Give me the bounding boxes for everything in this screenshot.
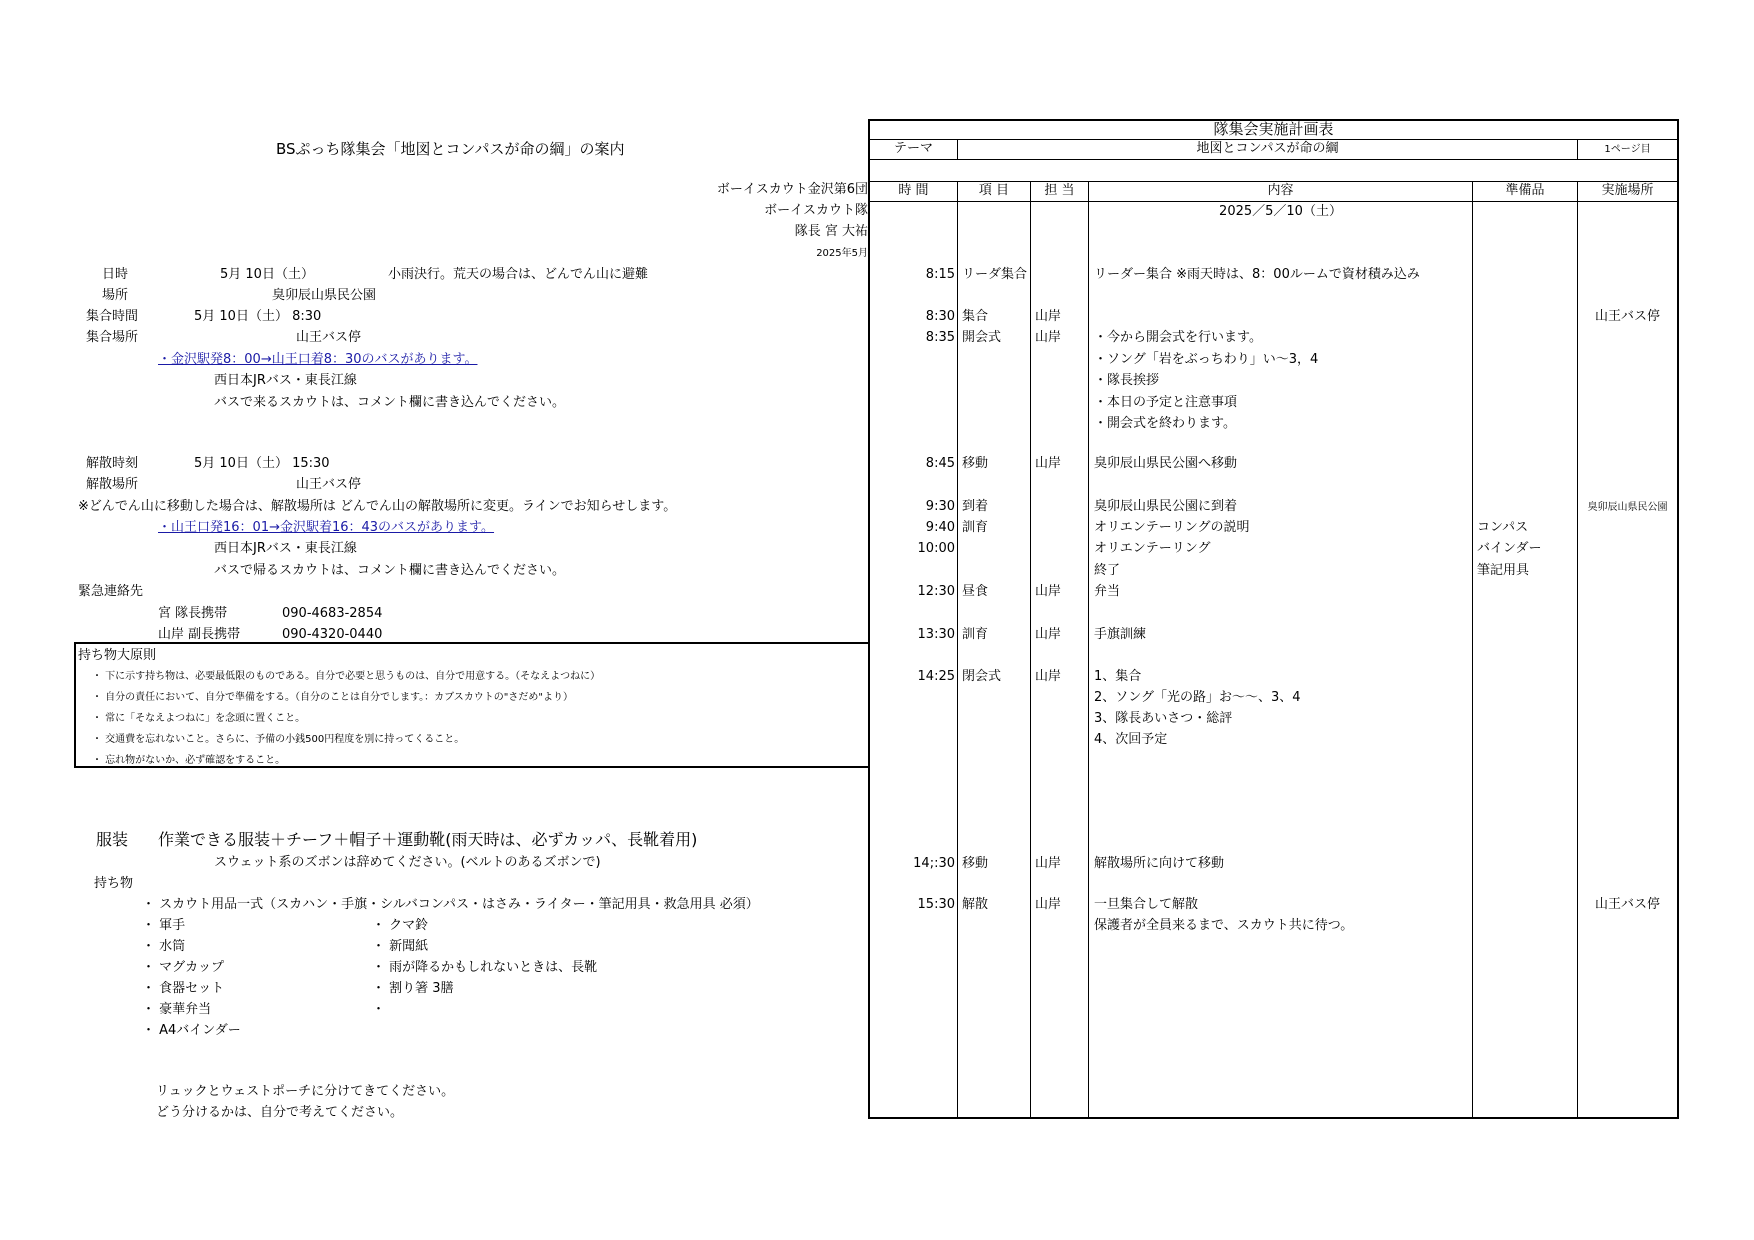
- org-date: 2025年5月: [816, 248, 868, 259]
- schedule-staff: 山岸: [1035, 627, 1062, 642]
- schedule-content: 終了: [1094, 563, 1121, 578]
- label-meet-place: 集合場所: [86, 330, 139, 345]
- item-col2-4: ・ 割り箸 3膳: [372, 981, 454, 996]
- schedule-staff: 山岸: [1035, 330, 1062, 345]
- plan-line-3: [870, 181, 1677, 182]
- rules-title: 持ち物大原則: [78, 648, 157, 663]
- item-col1-4: ・ 食器セット: [142, 981, 225, 996]
- schedule-content: 1、集合: [1094, 669, 1142, 684]
- schedule-content: ・今から開会式を行います。: [1094, 330, 1262, 345]
- schedule-item: 昼食: [962, 584, 989, 599]
- label-dismiss-time: 解散時刻: [86, 456, 139, 471]
- schedule-prep: バインダー: [1477, 541, 1542, 556]
- schedule-content: 臭卯辰山県民公園へ移動: [1094, 456, 1238, 471]
- schedule-time: 8:35: [925, 330, 955, 345]
- bus-go-line: 西日本JRバス・東長江線: [214, 373, 357, 388]
- schedule-content: 一旦集合して解散: [1094, 897, 1199, 912]
- plan-line-2: [870, 159, 1677, 160]
- schedule-staff: 山岸: [1035, 456, 1062, 471]
- value-datetime: 5月 10日（土）: [220, 267, 314, 282]
- header-place: 実施場所: [1601, 183, 1654, 198]
- schedule-item: リーダ集合: [962, 267, 1028, 282]
- schedule-item: 到着: [962, 499, 989, 514]
- schedule-place: 臭卯辰山県民公園: [1587, 502, 1668, 513]
- schedule-staff: 山岸: [1035, 584, 1062, 599]
- rule-item-2: ・ 自分の責任において、自分で準備をする。（自分のことは自分でします。：カブスカウトの"さだめ"より）: [92, 692, 573, 703]
- schedule-item: 訓育: [962, 627, 989, 642]
- schedule-content: ・隊長挨拶: [1094, 373, 1160, 388]
- guide-title: BSぷっち隊集会「地図とコンパスが命の綱」の案内: [276, 140, 625, 158]
- item-col2-3: ・ 雨が降るかもしれないときは、長靴: [372, 960, 598, 975]
- schedule-item: 閉会式: [962, 669, 1002, 684]
- schedule-time: 9:40: [925, 520, 955, 535]
- schedule-time: 12:30: [917, 584, 955, 599]
- schedule-content: ・開会式を終わります。: [1094, 416, 1236, 431]
- schedule-item: 移動: [962, 856, 989, 871]
- header-content: 内容: [1267, 183, 1294, 198]
- schedule-content: ・ソング「岩をぶっちわり」い～3，4: [1094, 352, 1319, 367]
- schedule-staff: 山岸: [1035, 897, 1062, 912]
- items-label: 持ち物: [94, 876, 134, 891]
- rule-item-1: ・ 下に示す持ち物は、必要最低限のものである。自分で必要と思うものは、自分で用意する。（そなえよつねに）: [92, 671, 601, 682]
- item-col2-2: ・ 新聞紙: [372, 939, 429, 954]
- value-meet-time: 5月 10日（土） 8:30: [194, 309, 322, 324]
- schedule-staff: 山岸: [1035, 669, 1062, 684]
- item-col1-6: ・ A4バインダー: [142, 1023, 241, 1038]
- label-place: 場所: [102, 288, 129, 303]
- schedule-time: 13:30: [917, 627, 955, 642]
- schedule-content: 2、ソング「光の路」お～～、3、4: [1094, 690, 1301, 705]
- weather-note: 小雨決行。荒天の場合は、どんでん山に避難: [388, 267, 649, 282]
- bus-back-comment: バスで帰るスカウトは、コメント欄に書き込んでください。: [214, 563, 566, 578]
- schedule-time: 10:00: [917, 541, 955, 556]
- page-number: 1ページ目: [1604, 144, 1651, 155]
- header-staff: 担 当: [1044, 183, 1075, 198]
- col-divider-1: [957, 181, 958, 1118]
- schedule-prep: コンパス: [1477, 520, 1529, 535]
- schedule-content: 弁当: [1094, 584, 1121, 599]
- header-time: 時 間: [898, 183, 929, 198]
- footer-line-2: どう分けるかは、自分で考えてください。: [156, 1105, 404, 1120]
- theme-label: テーマ: [893, 141, 933, 156]
- theme-value: 地図とコンパスが命の綱: [1196, 141, 1339, 156]
- schedule-content: 3、隊長あいさつ・総評: [1094, 711, 1233, 726]
- schedule-time: 8:30: [925, 309, 955, 324]
- plan-title: 隊集会実施計画表: [1213, 120, 1334, 138]
- schedule-content: 保護者が全員来るまで、スカウト共に待つ。: [1094, 918, 1354, 933]
- rule-item-5: ・ 忘れ物がないか、必ず確認をすること。: [92, 755, 286, 766]
- schedule-content: オリエンテーリングの説明: [1094, 520, 1250, 535]
- schedule-content: リーダー集合 ※雨天時は、8：00ルームで資材積み込み: [1094, 267, 1420, 282]
- plan-line-1: [870, 139, 1677, 140]
- item-col1-1: ・ 軍手: [142, 918, 186, 933]
- col-divider-3: [1088, 181, 1089, 1118]
- schedule-item: 集合: [962, 309, 989, 324]
- org-unit: ボーイスカウト隊: [764, 203, 868, 218]
- schedule-time: 14:25: [917, 669, 955, 684]
- schedule-prep: 筆記用具: [1477, 563, 1530, 578]
- plan-line-4: [870, 201, 1677, 202]
- schedule-content: オリエンテーリング: [1094, 541, 1211, 556]
- label-datetime: 日時: [102, 267, 129, 282]
- rule-item-3: ・ 常に「そなえよつねに」を念頭に置くこと。: [92, 713, 306, 724]
- bus-back-link[interactable]: ・山王口発16：01→金沢駅着16：43のバスがあります。: [158, 520, 495, 535]
- value-dismiss-time: 5月 10日（土） 15:30: [194, 456, 330, 471]
- header-item: 項 目: [978, 183, 1010, 198]
- item-col2-5: ・: [372, 1002, 386, 1017]
- org-name: ボーイスカウト金沢第6団: [716, 182, 868, 197]
- schedule-item: 訓育: [962, 520, 989, 535]
- clothes-label: 服装: [96, 830, 129, 849]
- org-leader: 隊長 宮 大祐: [794, 224, 868, 239]
- schedule-place: 山王バス停: [1594, 897, 1660, 912]
- contact-name-1: 宮 隊長携帯: [158, 606, 228, 621]
- item-col1-5: ・ 豪華弁当: [142, 1002, 212, 1017]
- schedule-staff: 山岸: [1035, 309, 1062, 324]
- schedule-content: 手旗訓練: [1094, 627, 1147, 642]
- value-dismiss-place: 山王バス停: [296, 477, 362, 492]
- dismiss-note: ※どんでん山に移動した場合は、解散場所は どんでん山の解散場所に変更。ラインでお知らせします。: [78, 499, 677, 514]
- schedule-content: ・本日の予定と注意事項: [1094, 395, 1238, 410]
- schedule-item: 解散: [962, 897, 989, 912]
- value-place: 臭卯辰山県民公園: [272, 288, 377, 303]
- clothes-note: スウェット系のズボンは辞めてください。(ベルトのあるズボンで): [214, 855, 601, 870]
- col-divider-4: [1472, 181, 1473, 1118]
- schedule-item: 移動: [962, 456, 989, 471]
- schedule-time: 8:45: [925, 456, 955, 471]
- item-col1-2: ・ 水筒: [142, 939, 186, 954]
- bus-go-link[interactable]: ・金沢駅発8：00→山王口着8：30のバスがあります。: [158, 352, 478, 367]
- schedule-place: 山王バス停: [1594, 309, 1660, 324]
- item-col2-1: ・ クマ鈴: [372, 918, 429, 933]
- footer-line-1: リュックとウェストポーチに分けてきてください。: [156, 1084, 455, 1099]
- header-prep: 準備品: [1505, 183, 1545, 198]
- schedule-item: 開会式: [962, 330, 1002, 345]
- schedule-content: 解散場所に向けて移動: [1094, 856, 1225, 871]
- rule-item-4: ・ 交通費を忘れないこと。さらに、予備の小銭500円程度を別に持ってくること。: [92, 734, 465, 745]
- contact-phone-2: 090-4320-0440: [282, 627, 383, 642]
- col-divider-2: [1030, 181, 1031, 1118]
- items-main: ・ スカウト用品一式（スカハン・手旗・シルバコンパス・はさみ・ライター・筆記用具・救急用具 必須）: [142, 897, 759, 912]
- plan-date: 2025／5／10（土）: [1219, 204, 1342, 219]
- label-dismiss-place: 解散場所: [86, 477, 139, 492]
- schedule-time: 9:30: [925, 499, 955, 514]
- label-meet-time: 集合時間: [86, 309, 139, 324]
- schedule-content: 4、次回予定: [1094, 732, 1168, 747]
- schedule-time: 14;:30: [913, 856, 955, 871]
- contact-name-2: 山岸 副長携帯: [158, 627, 241, 642]
- schedule-time: 15:30: [917, 897, 955, 912]
- contact-phone-1: 090-4683-2854: [282, 606, 383, 621]
- schedule-time: 8:15: [925, 267, 955, 282]
- emergency-label: 緊急連絡先: [78, 584, 144, 599]
- schedule-content: 臭卯辰山県民公園に到着: [1094, 499, 1238, 514]
- clothes-value: 作業できる服装＋チーフ＋帽子＋運動靴(雨天時は、必ずカッパ、長靴着用): [158, 830, 698, 849]
- schedule-staff: 山岸: [1035, 856, 1062, 871]
- bus-back-line: 西日本JRバス・東長江線: [214, 541, 357, 556]
- item-col1-3: ・ マグカップ: [142, 960, 225, 975]
- value-meet-place: 山王バス停: [296, 330, 362, 345]
- bus-go-comment: バスで来るスカウトは、コメント欄に書き込んでください。: [214, 395, 566, 410]
